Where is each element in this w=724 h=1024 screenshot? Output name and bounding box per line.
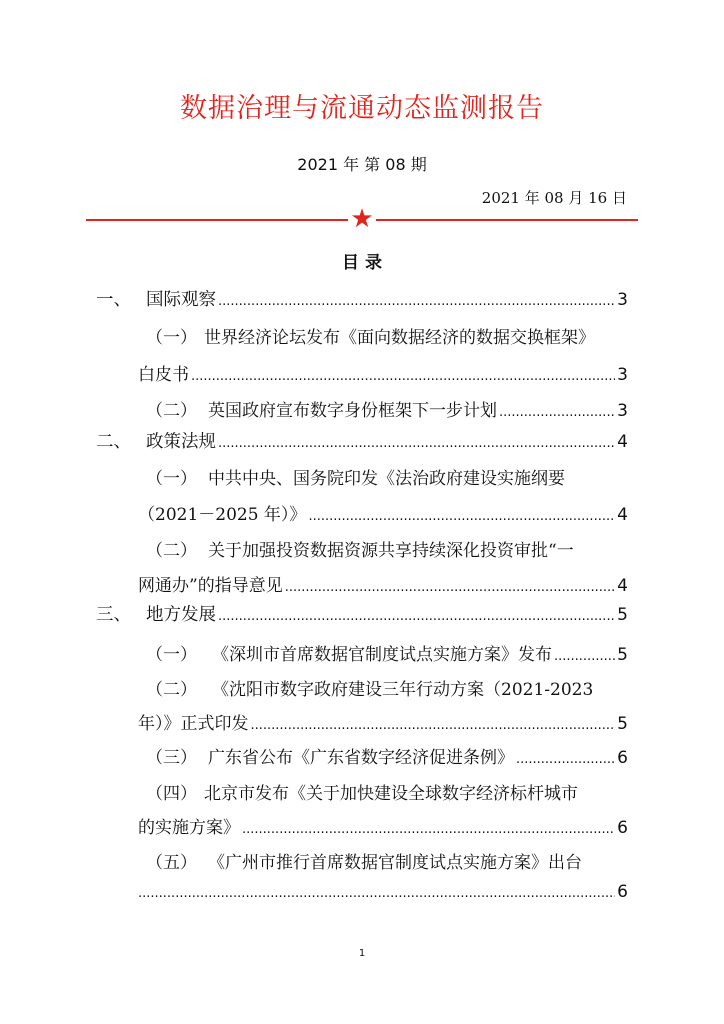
toc-page: 3	[617, 290, 628, 310]
report-date: 2021 年 08 月 16 日	[481, 189, 627, 207]
toc-label: 《深圳市首席数据官制度试点实施方案》发布	[212, 645, 552, 665]
toc-label: 政策法规	[146, 432, 216, 452]
issue-number: 2021 年 第 08 期	[297, 155, 427, 174]
toc-leader	[308, 509, 615, 524]
toc-number: （一）	[146, 328, 197, 348]
toc-page: 5	[617, 714, 628, 734]
toc-page: 6	[617, 818, 628, 838]
toc-number: （一）	[146, 645, 197, 665]
toc-number: （二）	[146, 541, 197, 561]
toc-item-cont[interactable]	[138, 882, 628, 902]
toc-label: 年）》正式印发	[138, 714, 249, 734]
toc-item-cont[interactable]	[138, 813, 628, 838]
toc-section-1[interactable]	[96, 286, 628, 311]
toc-number: （二）	[146, 680, 197, 700]
toc-item-cont[interactable]	[138, 360, 628, 385]
toc-leader	[138, 886, 615, 901]
toc-number: （一）	[146, 469, 197, 489]
page-number: 1	[358, 948, 366, 959]
toc-number: （三）	[146, 748, 197, 768]
toc-item[interactable]	[146, 675, 628, 700]
toc-label: 北京市发布《关于加快建设全球数字经济标杆城市	[204, 784, 578, 804]
toc-label: 地方发展	[146, 605, 216, 625]
toc-item-cont[interactable]	[138, 709, 628, 734]
toc-item[interactable]	[146, 323, 628, 348]
toc-leader	[285, 580, 615, 595]
star-icon: ★	[348, 205, 376, 233]
toc-item[interactable]	[146, 779, 628, 804]
toc-item[interactable]	[146, 743, 628, 768]
toc-item[interactable]	[146, 396, 628, 421]
toc-page: 5	[617, 645, 628, 665]
toc-label: 关于加强投资数据资源共享持续深化投资审批“一	[208, 541, 574, 561]
toc-label: 《沈阳市数字政府建设三年行动方案（2021-2023	[212, 680, 594, 700]
toc-heading: 目 录	[342, 253, 382, 273]
toc-leader	[554, 649, 615, 664]
toc-item-cont[interactable]	[138, 571, 628, 596]
toc-number: 三、	[96, 605, 131, 625]
report-title: 数据治理与流通动态监测报告	[180, 93, 544, 124]
toc-number: 二、	[96, 432, 131, 452]
toc-number: （五）	[146, 853, 197, 873]
toc-label: 《广州市推行首席数据官制度试点实施方案》出台	[208, 853, 582, 873]
toc-page: 6	[617, 748, 628, 768]
toc-leader	[242, 822, 615, 837]
toc-page: 3	[617, 401, 628, 421]
toc-page: 4	[617, 505, 628, 525]
toc-leader	[251, 718, 616, 733]
toc-label: 网通办”的指导意见	[138, 576, 283, 596]
toc-item[interactable]	[146, 640, 628, 665]
toc-page: 3	[617, 365, 628, 385]
toc-item[interactable]	[146, 464, 628, 489]
toc-section-3[interactable]	[96, 601, 628, 626]
toc-label: 世界经济论坛发布《面向数据经济的数据交换框架》	[204, 328, 595, 348]
toc-leader	[218, 609, 615, 624]
toc-page: 4	[617, 432, 628, 452]
toc-number: 一、	[96, 290, 131, 310]
toc-label: 广东省公布《广东省数字经济促进条例》	[208, 748, 514, 768]
toc-page: 5	[617, 605, 628, 625]
toc-page: 4	[617, 576, 628, 596]
toc-item[interactable]	[146, 536, 628, 561]
toc-label: 中共中央、国务院印发《法治政府建设实施纲要	[208, 469, 565, 489]
toc-label: 国际观察	[146, 290, 216, 310]
toc-leader	[218, 436, 615, 451]
toc-leader	[191, 369, 615, 384]
toc-leader	[499, 405, 615, 420]
toc-label: 英国政府宣布数字身份框架下一步计划	[208, 401, 497, 421]
toc-section-2[interactable]	[96, 428, 628, 453]
toc-item-cont[interactable]	[138, 500, 628, 525]
toc-page: 6	[617, 882, 628, 902]
toc-label: 的实施方案》	[138, 818, 240, 838]
toc-leader	[218, 294, 615, 309]
toc-label: 白皮书	[138, 365, 189, 385]
toc-label: （2021－2025 年）》	[138, 505, 307, 525]
toc-leader	[516, 752, 615, 767]
toc-number: （四）	[146, 784, 197, 804]
toc-number: （二）	[146, 401, 197, 421]
toc-item[interactable]	[146, 848, 628, 873]
